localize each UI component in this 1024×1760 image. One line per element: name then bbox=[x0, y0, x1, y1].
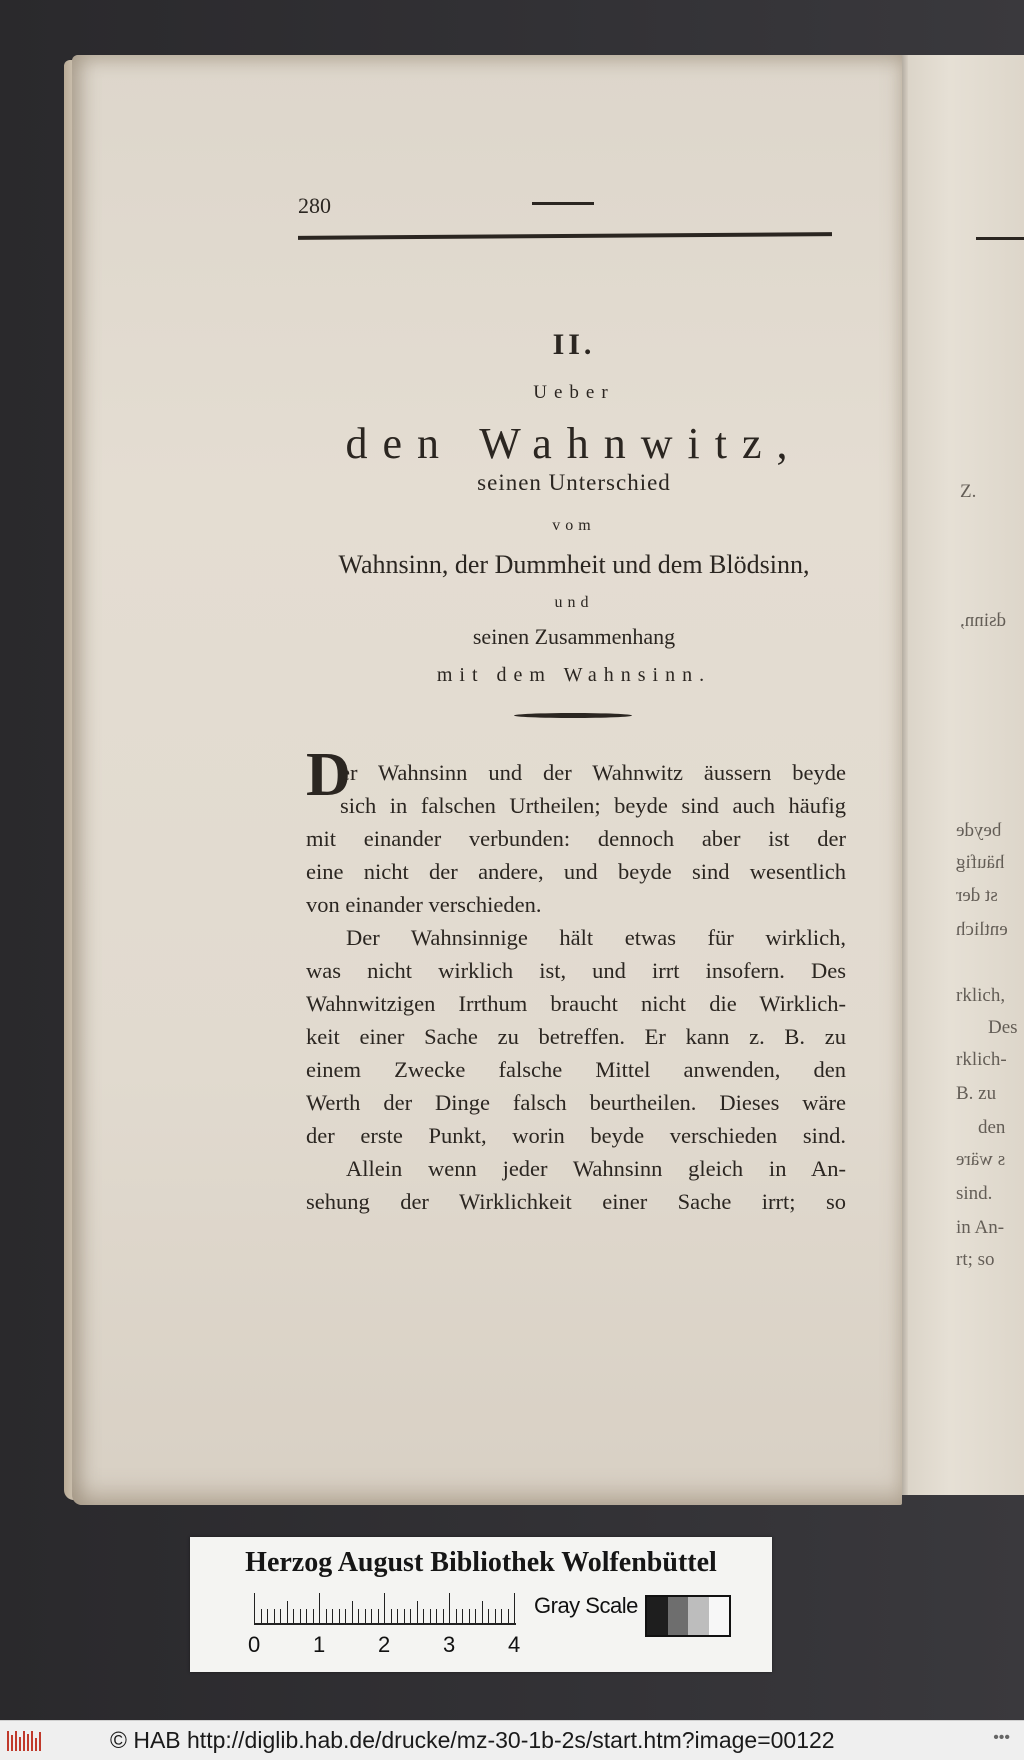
ruler-number: 4 bbox=[508, 1632, 521, 1657]
ruler-tick bbox=[358, 1609, 359, 1623]
footer-bar bbox=[0, 1720, 1024, 1760]
ornamental-rule bbox=[514, 713, 632, 718]
ruler-tick bbox=[306, 1609, 307, 1623]
ruler-tick bbox=[326, 1609, 327, 1623]
footer-copyright-url[interactable]: © HAB http://diglib.hab.de/drucke/mz-30-1b-2s/start.htm?image=00122 bbox=[110, 1727, 835, 1753]
facing-fragment: s wäre bbox=[956, 1149, 1006, 1170]
body-line: mit einander verbunden: dennoch aber ist der bbox=[306, 826, 846, 851]
ruler-tick bbox=[404, 1609, 405, 1623]
more-icon[interactable]: ••• bbox=[993, 1729, 1010, 1746]
ruler-tick bbox=[300, 1609, 301, 1623]
facing-page-rule bbox=[976, 237, 1024, 240]
ruler-tick bbox=[482, 1601, 483, 1623]
facing-fragment: häufig bbox=[956, 852, 1005, 873]
facing-header-fragment: Z. bbox=[960, 481, 977, 502]
hab-barcode-logo-icon bbox=[6, 1729, 46, 1753]
ruler-tick bbox=[514, 1593, 515, 1623]
facing-fragment: B. zu bbox=[956, 1083, 997, 1104]
ruler-tick bbox=[293, 1609, 294, 1623]
gray-scale-label: Gray Scale bbox=[534, 1593, 638, 1618]
body-line: sehung der Wirklichkeit einer Sache irrt; so bbox=[306, 1189, 846, 1214]
heading-line-1: seinen Unterschied bbox=[477, 470, 671, 495]
ruler-tick bbox=[501, 1609, 502, 1623]
body-line: eine nicht der andere, und beyde sind wesentlich bbox=[306, 859, 846, 884]
ruler-number: 3 bbox=[443, 1632, 456, 1657]
body-line: Wahnwitzigen Irrthum braucht nicht die Wirklich- bbox=[306, 991, 846, 1016]
ruler-tick bbox=[274, 1609, 275, 1623]
ruler-tick bbox=[397, 1609, 398, 1623]
page-number: 280 bbox=[298, 193, 331, 218]
ruler-tick bbox=[339, 1609, 340, 1623]
ruler-tick bbox=[352, 1601, 353, 1623]
ruler-tick bbox=[508, 1609, 509, 1623]
gray-swatch bbox=[709, 1597, 730, 1635]
ruler-tick bbox=[423, 1609, 424, 1623]
heading-line-4: mit dem Wahnsinn. bbox=[436, 664, 712, 686]
body-line: Allein wenn jeder Wahnsinn gleich in An- bbox=[346, 1156, 846, 1181]
ruler-tick bbox=[417, 1601, 418, 1623]
ruler-tick bbox=[254, 1593, 255, 1623]
ruler-tick bbox=[475, 1609, 476, 1623]
ruler-tick bbox=[332, 1609, 333, 1623]
facing-fragment: beyde bbox=[956, 820, 1002, 841]
ruler-tick bbox=[261, 1609, 262, 1623]
facing-fragment: st der bbox=[956, 885, 998, 906]
body-line: Werth der Dinge falsch beurtheilen. Dieses wäre bbox=[306, 1090, 846, 1115]
ruler-tick bbox=[436, 1609, 437, 1623]
ruler-tick bbox=[280, 1609, 281, 1623]
ruler-tick bbox=[365, 1609, 366, 1623]
facing-fragment: rklich, bbox=[956, 985, 1006, 1006]
ruler-tick bbox=[449, 1593, 450, 1623]
gray-scale-swatches bbox=[645, 1595, 731, 1637]
heading-vom: vom bbox=[552, 517, 596, 534]
heading-line-3: seinen Zusammenhang bbox=[472, 624, 676, 649]
ruler-tick bbox=[267, 1609, 268, 1623]
chapter-number: II. bbox=[552, 328, 596, 361]
body-line: Der Wahnsinnige hält etwas für wirklich, bbox=[346, 925, 846, 950]
gray-swatch bbox=[688, 1597, 709, 1635]
ruler-tick bbox=[456, 1609, 457, 1623]
body-line: was nicht wirklich ist, und irrt insofern. Des bbox=[306, 958, 846, 983]
body-line: einem Zwecke falsche Mittel anwenden, den bbox=[306, 1057, 846, 1082]
facing-fragment: entlich bbox=[956, 919, 1008, 940]
facing-fragment: den bbox=[978, 1117, 1006, 1138]
heading-ueber: Ueber bbox=[533, 382, 615, 403]
heading-und: und bbox=[554, 594, 594, 611]
facing-fragment: in An- bbox=[956, 1217, 1005, 1238]
heading-line-2: Wahnsinn, der Dummheit und dem Blödsinn, bbox=[338, 550, 810, 579]
ruler-tick bbox=[495, 1609, 496, 1623]
ruler-tick bbox=[345, 1609, 346, 1623]
body-line: er Wahnsinn und der Wahnwitz äussern beyde bbox=[340, 760, 846, 785]
ruler-tick bbox=[488, 1609, 489, 1623]
ruler-number: 0 bbox=[248, 1632, 261, 1657]
body-line: keit einer Sache zu betreffen. Er kann z. B. zu bbox=[306, 1024, 846, 1049]
ruler-tick bbox=[410, 1609, 411, 1623]
ruler-tick bbox=[469, 1609, 470, 1623]
ruler-tick bbox=[319, 1593, 320, 1623]
facing-fragment: sind. bbox=[956, 1183, 993, 1204]
ruler-tick bbox=[462, 1609, 463, 1623]
gray-swatch bbox=[647, 1597, 668, 1635]
gray-swatch bbox=[668, 1597, 689, 1635]
ruler-tick bbox=[371, 1609, 372, 1623]
color-reference-card bbox=[190, 1537, 772, 1672]
ruler-number: 1 bbox=[313, 1632, 326, 1657]
drop-cap: D bbox=[306, 741, 351, 809]
ruler-tick bbox=[378, 1609, 379, 1623]
scale-ruler bbox=[254, 1623, 516, 1625]
ruler-tick bbox=[443, 1609, 444, 1623]
ruler-tick bbox=[384, 1593, 385, 1623]
ruler-tick bbox=[313, 1609, 314, 1623]
facing-page bbox=[900, 55, 1024, 1495]
ruler-tick bbox=[287, 1601, 288, 1623]
chapter-title: den Wahnwitz, bbox=[345, 419, 803, 468]
ruler-number: 2 bbox=[378, 1632, 391, 1657]
facing-fragment: dsinn, bbox=[960, 610, 1006, 631]
facing-fragment: Des bbox=[988, 1017, 1018, 1038]
body-line: der erste Punkt, worin beyde verschieden sind. bbox=[306, 1123, 846, 1148]
body-line: von einander verschieden. bbox=[306, 892, 542, 917]
ruler-tick bbox=[430, 1609, 431, 1623]
library-name: Herzog August Bibliothek Wolfenbüttel bbox=[245, 1547, 717, 1578]
ruler-tick bbox=[391, 1609, 392, 1623]
facing-fragment: rt; so bbox=[956, 1249, 995, 1270]
facing-fragment: rklich- bbox=[956, 1049, 1007, 1070]
body-line: sich in falschen Urtheilen; beyde sind auch häufig bbox=[340, 793, 846, 818]
header-short-rule bbox=[532, 202, 594, 205]
